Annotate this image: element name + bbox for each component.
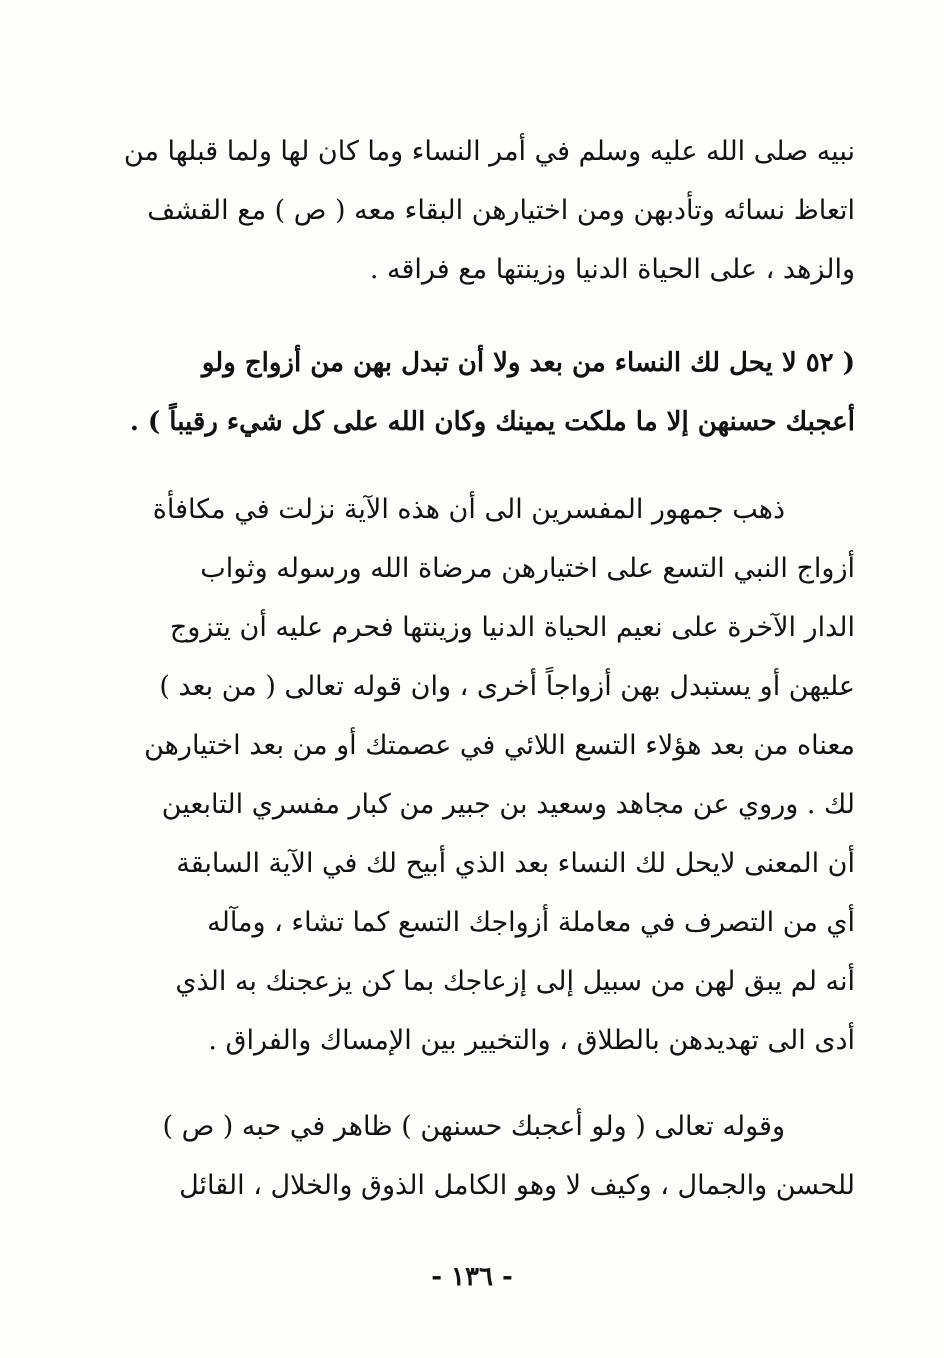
text-line: الدار الآخرة على نعيم الحياة الدنيا وزينتها فحرم عليه أن يتزوج — [169, 612, 855, 643]
verse-line: ( ٥٢ لا يحل لك النساء من بعد ولا أن تبدل بهن من أزواج ولو — [201, 348, 855, 378]
text-line: والزهد ، على الحياة الدنيا وزينتها مع فراقه . — [369, 254, 855, 285]
text-line: معناه من بعد هؤلاء التسع اللائي في عصمتك أو من بعد اختيارهن — [144, 730, 855, 761]
text-line: أدى الى تهديدهن بالطلاق ، والتخيير بين الإمساك والفراق . — [208, 1025, 855, 1056]
text-line: لك . وروي عن مجاهد وسعيد بن جبير من كبار مفسري التابعين — [161, 789, 855, 820]
text-line: أي من التصرف في معاملة أزواجك التسع كما تشاء ، ومآله — [207, 907, 855, 938]
text-line: أنه لم يبق لهن من سبيل إلى إزعاجك بما كن يزعجنك به الذي — [175, 966, 855, 997]
commentary-paragraph — [115, 480, 855, 1070]
text-line: نبيه صلى الله عليه وسلم في أمر النساء وما كان لها ولما قبلها من — [123, 136, 855, 167]
text-line: اتعاظ نسائه وتأدبهن ومن اختيارهن البقاء معه ( ص ) مع القشف — [147, 195, 855, 226]
final-paragraph — [115, 1097, 855, 1215]
intro-paragraph — [115, 122, 855, 299]
verse-line: أعجبك حسنهن إلا ما ملكت يمينك وكان الله على كل شيء رقيباً ) . — [129, 407, 855, 437]
page-number: - ١٣٦ - — [431, 1262, 513, 1292]
text-line: أن المعنى لايحل لك النساء بعد الذي أبيح لك في الآية السابقة — [176, 848, 855, 879]
text-line: ذهب جمهور المفسرين الى أن هذه الآية نزلت في مكافأة — [152, 494, 785, 525]
text-line: أزواج النبي التسع على اختيارهن مرضاة الله ورسوله وثواب — [200, 553, 855, 584]
text-line: وقوله تعالى ( ولو أعجبك حسنهن ) ظاهر في حبه ( ص ) — [162, 1111, 785, 1142]
quran-verse-block — [115, 334, 855, 452]
text-line: للحسن والجمال ، وكيف لا وهو الكامل الذوق والخلال ، القائل — [179, 1170, 855, 1201]
text-line: عليهن أو يستبدل بهن أزواجاً أخرى ، وان قوله تعالى ( من بعد ) — [159, 671, 855, 702]
